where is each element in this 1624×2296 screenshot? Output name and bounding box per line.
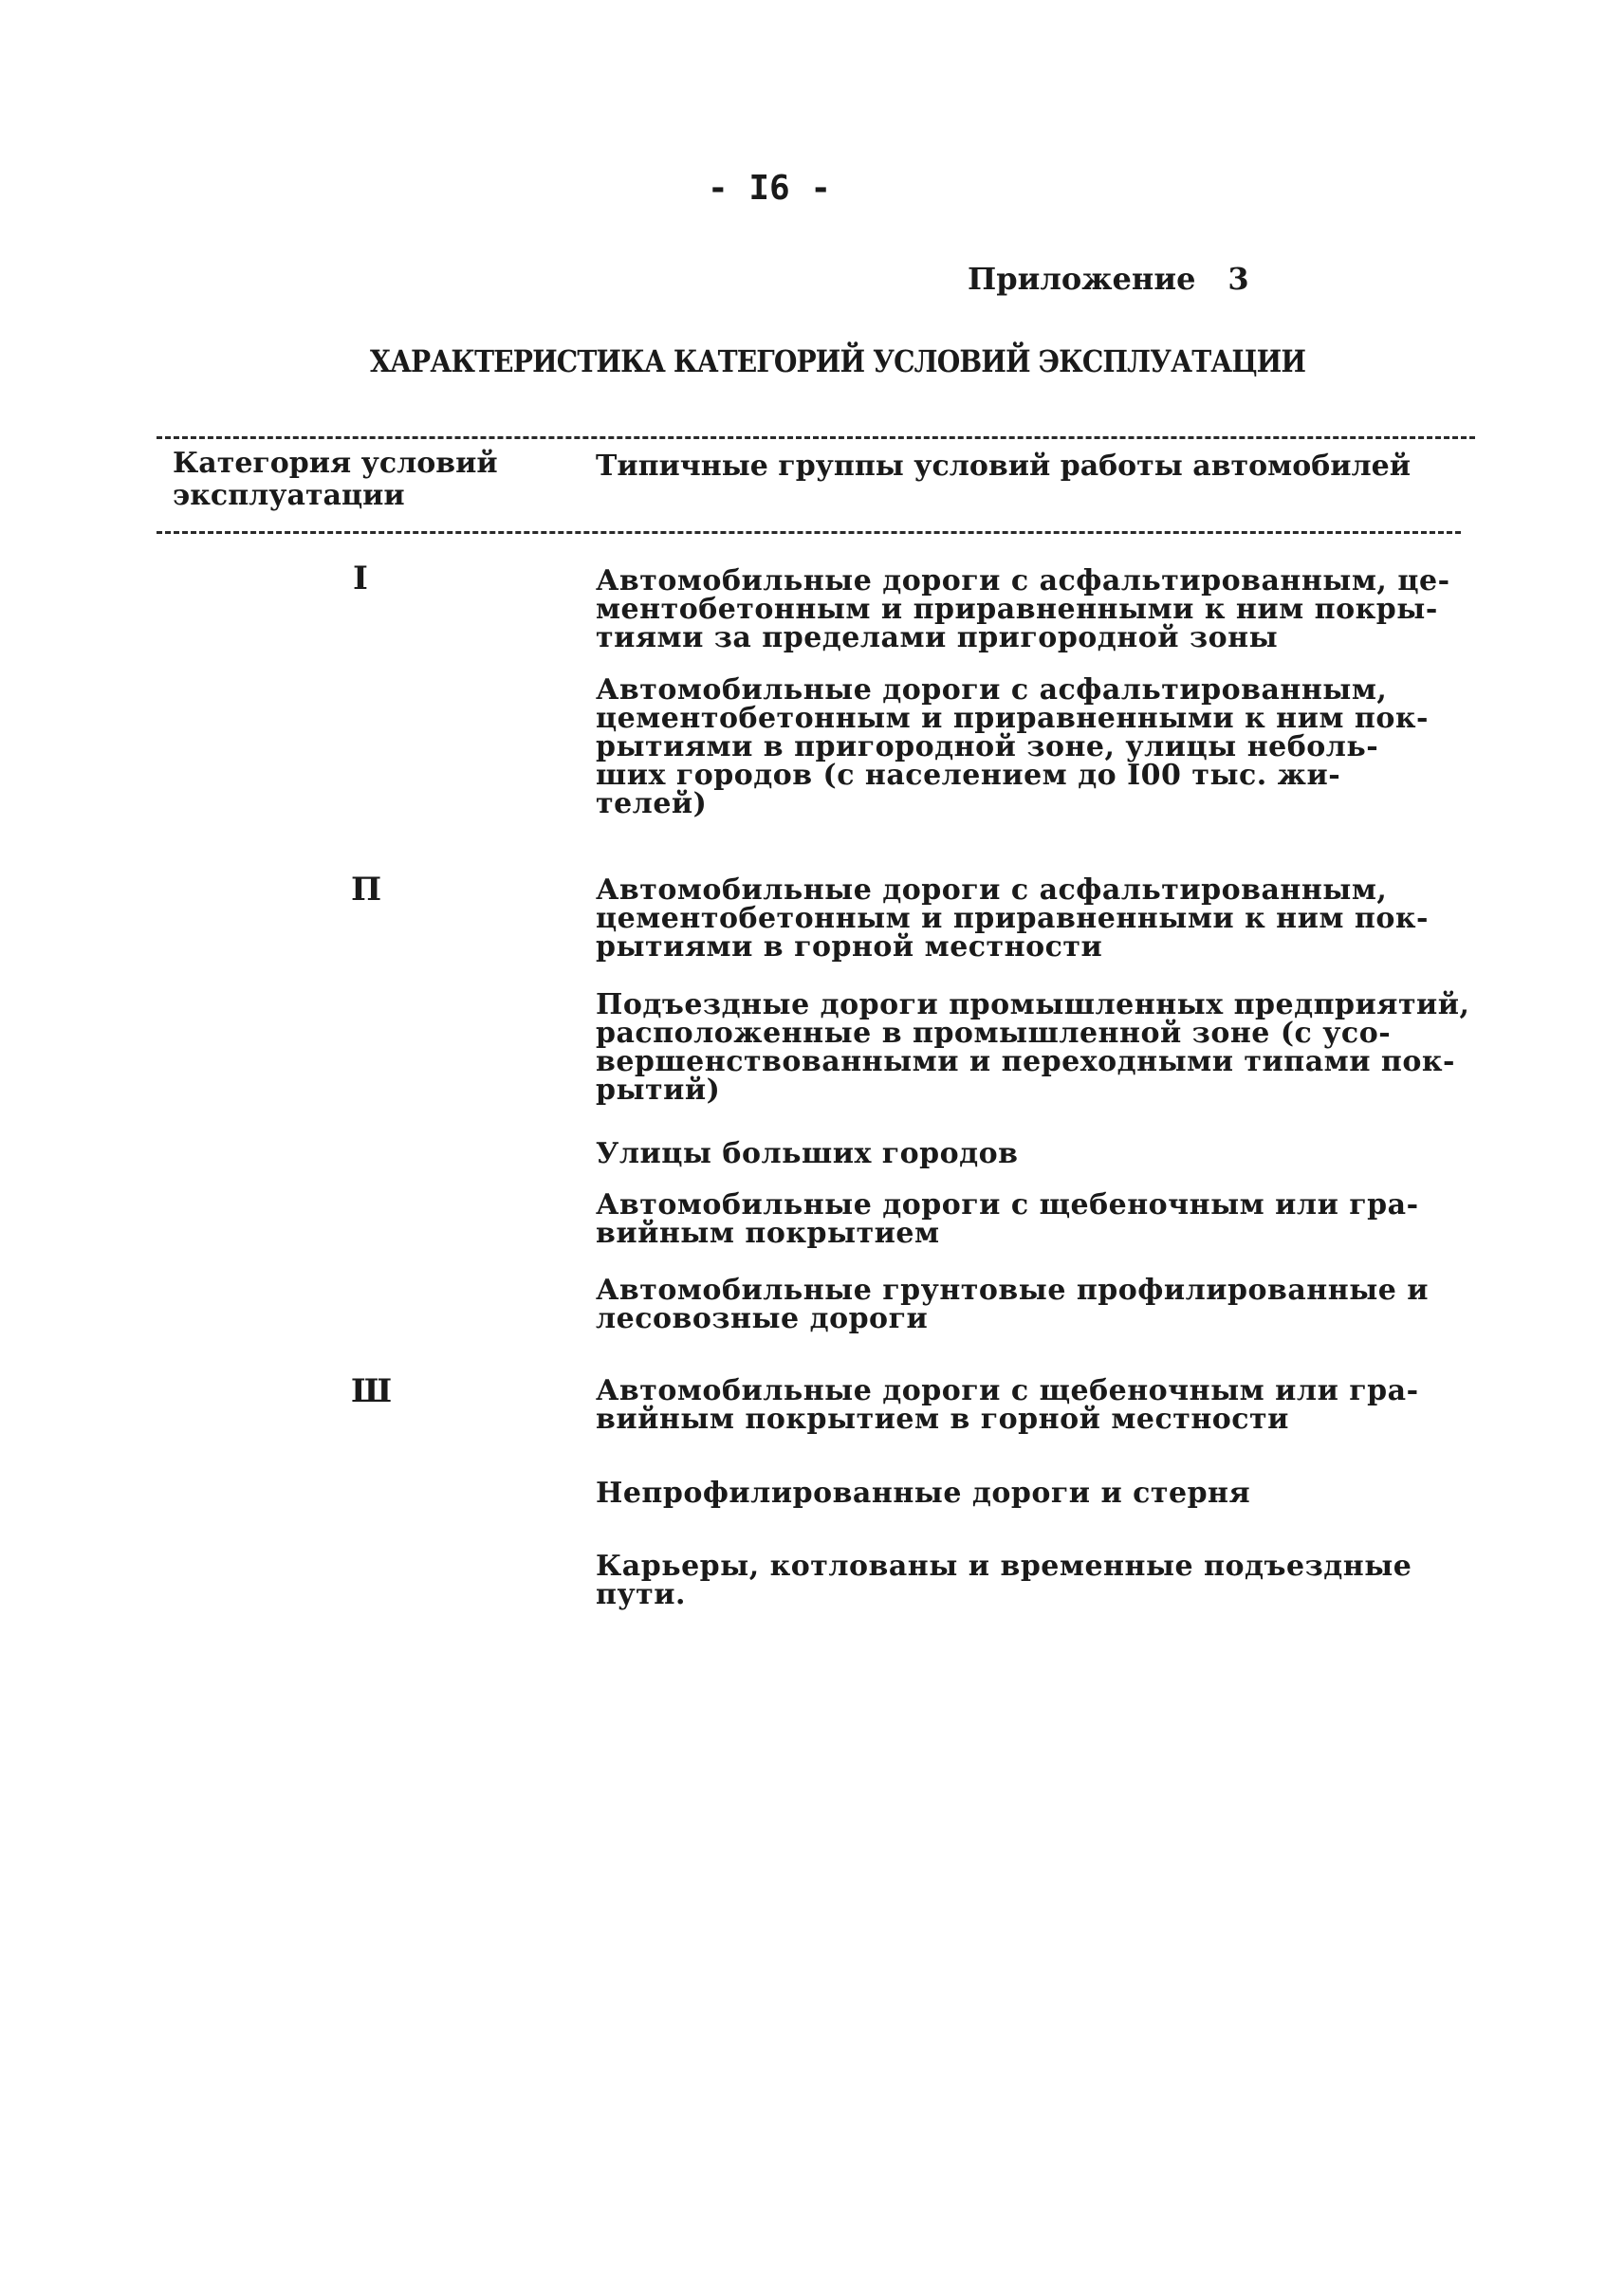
item-line: цементобетонным и приравненными к ним пок- [596, 902, 1429, 935]
item-line: пути. [596, 1578, 686, 1611]
item-line: ших городов (с населением до I00 тыс. жи- [596, 759, 1341, 792]
item-line: рытиями в горной местности [596, 930, 1103, 964]
item-line: Автомобильные дороги с щебеночным или гра- [596, 1374, 1419, 1407]
item-line: расположенные в промышленной зоне (с усо- [596, 1017, 1392, 1050]
table-header-rule [157, 531, 1461, 534]
condition-item [596, 873, 1483, 964]
condition-item [596, 1552, 1483, 1609]
condition-item [596, 1137, 1483, 1170]
appendix-number: 3 [1227, 261, 1249, 297]
item-line: Автомобильные дороги с асфальтированным, це- [596, 564, 1450, 597]
item-line: тиями за пределами пригородной зоны [596, 621, 1279, 654]
condition-item [596, 673, 1483, 820]
condition-item [596, 564, 1483, 654]
header-groups: Типичные группы условий работы автомобилей [596, 450, 1411, 483]
appendix-label [968, 261, 1249, 297]
header-category-line1: Категория условий [173, 447, 498, 480]
item-line: цементобетонным и приравненными к ним пок- [596, 702, 1429, 735]
item-line: ментобетонным и приравненными к ним покры- [596, 593, 1438, 626]
item-line: Карьеры, котлованы и временные подъездные [596, 1550, 1412, 1583]
item-line: Автомобильные дороги с щебеночным или гра- [596, 1188, 1419, 1221]
table-top-rule [157, 436, 1475, 439]
item-line: рытиями в пригородной зоне, улицы неболь- [596, 730, 1379, 763]
item-line: вершенствованными и переходными типами пок- [596, 1045, 1455, 1078]
category-i: I [353, 560, 368, 597]
item-line: рытий) [596, 1074, 721, 1107]
item-line: Автомобильные грунтовые профилированные и [596, 1274, 1430, 1307]
header-category [173, 448, 571, 512]
condition-item [596, 1274, 1483, 1335]
condition-item [596, 1374, 1483, 1436]
category-ii: П [351, 871, 382, 909]
item-line: вийным покрытием в горной местности [596, 1403, 1289, 1436]
item-line: вийным покрытием [596, 1217, 940, 1250]
condition-item [596, 1188, 1483, 1250]
item-line: Автомобильные дороги с асфальтированным, [596, 673, 1388, 707]
appendix-text: Приложение [968, 261, 1196, 297]
condition-item [596, 988, 1483, 1107]
item-line: Непрофилированные дороги и стерня [596, 1477, 1251, 1510]
page-number: - I6 - [707, 169, 832, 208]
condition-item [596, 1479, 1483, 1508]
header-category-line2: эксплуатации [173, 479, 405, 512]
item-line: телей) [596, 787, 708, 820]
category-iii: Ш [351, 1372, 393, 1410]
item-line: Подъездные дороги промышленных предприятий, [596, 988, 1470, 1021]
item-line: лесовозные дороги [596, 1302, 929, 1335]
item-line: Автомобильные дороги с асфальтированным, [596, 873, 1388, 907]
document-title: ХАРАКТЕРИСТИКА КАТЕГОРИЙ УСЛОВИЙ ЭКСПЛУАТАЦИИ [370, 343, 1306, 379]
item-line: Улицы больших городов [596, 1137, 1019, 1170]
